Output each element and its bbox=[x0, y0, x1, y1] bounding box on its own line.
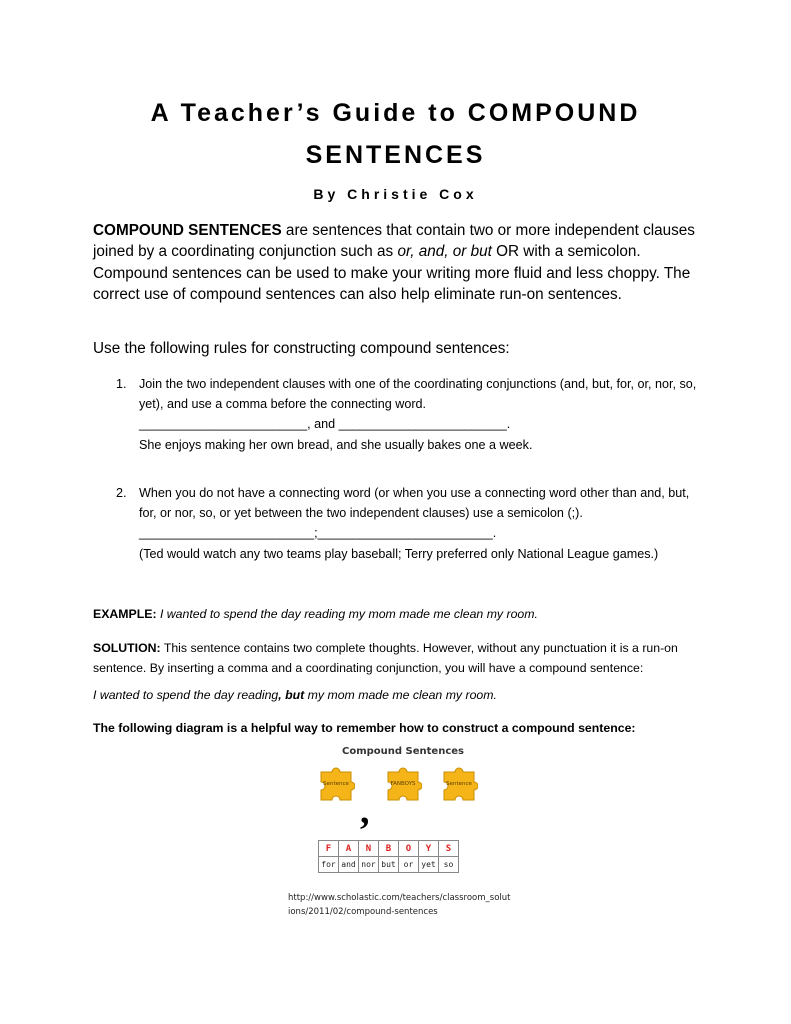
diagram-intro: The following diagram is a helpful way to remember how to construct a compound sentence: bbox=[93, 721, 636, 735]
rule-text: When you do not have a connecting word (or when you use a connecting word other than and, but, for, or nor, so, or yet between the two independent clauses) use a semicolon (;). bbox=[139, 486, 690, 521]
intro-examples: or, and, or but bbox=[397, 243, 492, 261]
fanboys-word: or bbox=[399, 857, 419, 873]
rule-number: 2. bbox=[116, 486, 127, 500]
diagram-title: Compound Sentences bbox=[342, 746, 464, 757]
fanboys-word: so bbox=[439, 857, 459, 873]
fanboys-letter: A bbox=[339, 841, 359, 857]
fanboys-word: yet bbox=[419, 857, 439, 873]
fanboys-words-row bbox=[319, 857, 459, 873]
solution-text: This sentence contains two complete thoughts. However, without any punctuation it is a run-on sentence. By inserting a comma and a coordinating conjunction, you will have a compound sentence: bbox=[93, 641, 678, 675]
puzzle-label: Sentence bbox=[323, 781, 349, 787]
title-line-1: A Teacher’s Guide to COMPOUND bbox=[150, 99, 641, 127]
rule-item-1 bbox=[116, 374, 706, 455]
puzzle-piece-sentence-right bbox=[440, 766, 478, 804]
fanboys-letter: N bbox=[359, 841, 379, 857]
puzzle-label: Sentence bbox=[446, 781, 472, 787]
rule-text: Join the two independent clauses with one of the coordinating conjunctions (and, but, for, or, nor, so, yet), and use a comma before the connecting word. bbox=[139, 377, 697, 412]
fanboys-letter: F bbox=[319, 841, 339, 857]
source-line-2: ions/2011/02/compound-sentences bbox=[288, 907, 438, 917]
source-citation bbox=[288, 891, 548, 919]
rule-pattern: _________________________;_________________________. bbox=[139, 526, 497, 541]
puzzle-piece-fanboys bbox=[384, 766, 422, 804]
source-line-1: http://www.scholastic.com/teachers/classroom_solut bbox=[288, 893, 511, 903]
fanboys-word: but bbox=[379, 857, 399, 873]
rule-example: (Ted would watch any two teams play baseball; Terry preferred only National League games.) bbox=[139, 546, 659, 561]
fanboys-table bbox=[318, 840, 459, 873]
rule-number: 1. bbox=[116, 377, 127, 391]
rule-example: She enjoys making her own bread, and she usually bakes one a week. bbox=[139, 437, 533, 452]
fanboys-letter: S bbox=[439, 841, 459, 857]
fanboys-word: and bbox=[339, 857, 359, 873]
rule-item-2 bbox=[116, 483, 706, 564]
compound-sentences-diagram bbox=[313, 746, 493, 876]
comma-glyph: , bbox=[360, 790, 370, 832]
solution-label: SOLUTION: bbox=[93, 641, 161, 655]
example-paragraph bbox=[93, 604, 705, 624]
intro-term: COMPOUND SENTENCES bbox=[93, 222, 282, 239]
corrected-before: I wanted to spend the day reading bbox=[93, 688, 279, 702]
fanboys-letters-row bbox=[319, 841, 459, 857]
intro-text-1: are sentences that contain two or more independent clauses joined by a coordinating conjunction such as bbox=[93, 222, 695, 261]
rules-heading: Use the following rules for constructing compound sentences: bbox=[93, 340, 510, 357]
fanboys-letter: Y bbox=[419, 841, 439, 857]
fanboys-word: nor bbox=[359, 857, 379, 873]
fanboys-letter: O bbox=[399, 841, 419, 857]
title-line-2: SENTENCES bbox=[305, 141, 486, 169]
solution-paragraph bbox=[93, 638, 705, 678]
puzzle-piece-sentence-left bbox=[317, 766, 355, 804]
intro-paragraph bbox=[93, 220, 713, 305]
author-byline: By Christie Cox bbox=[313, 186, 478, 202]
corrected-inserted: , but bbox=[278, 688, 305, 702]
corrected-after: my mom made me clean my room. bbox=[304, 688, 497, 702]
document-title bbox=[60, 92, 731, 176]
fanboys-letter: B bbox=[379, 841, 399, 857]
corrected-sentence bbox=[93, 685, 705, 705]
rule-pattern: ________________________, and ________________________. bbox=[139, 417, 511, 432]
fanboys-word: for bbox=[319, 857, 339, 873]
puzzle-label: FANBOYS bbox=[390, 781, 416, 787]
example-label: EXAMPLE: bbox=[93, 607, 157, 621]
intro-text-2: OR with a semicolon. Compound sentences can be used to make your writing more fluid and less choppy. The correct use of compound sentences can also help eliminate run-on sentences. bbox=[93, 243, 691, 303]
example-text: I wanted to spend the day reading my mom made me clean my room. bbox=[156, 607, 538, 621]
